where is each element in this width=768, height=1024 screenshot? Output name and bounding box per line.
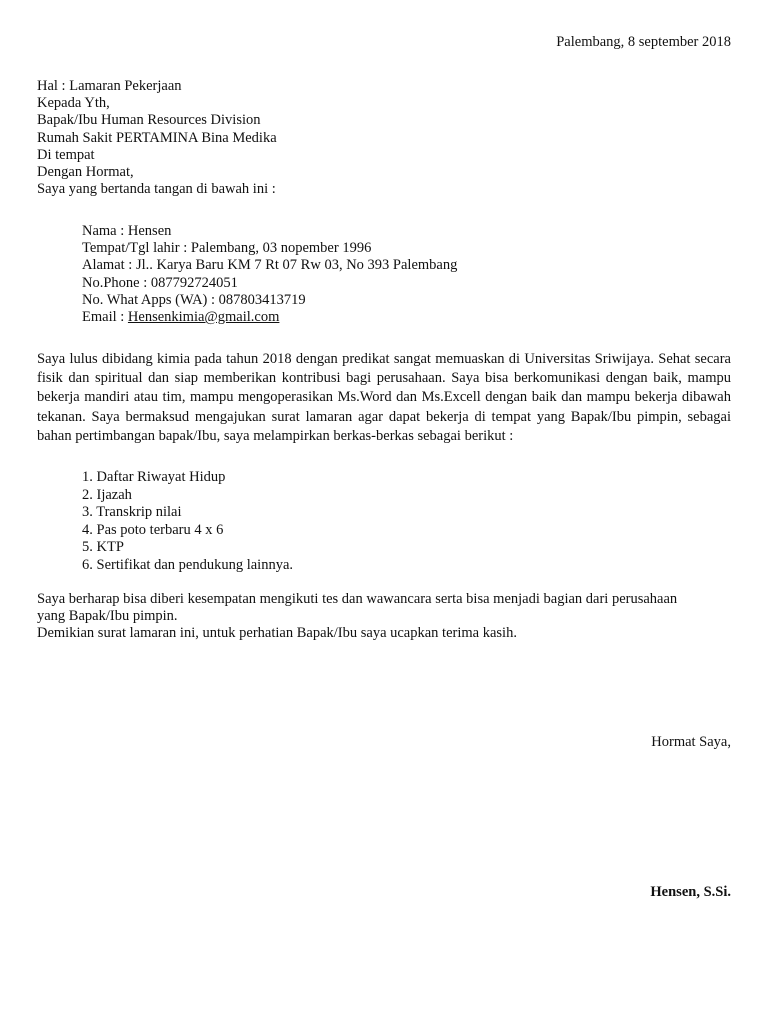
attachment-item: 3. Transkrip nilai [82, 504, 182, 521]
identity-whatsapp: No. What Apps (WA) : 087803413719 [82, 291, 306, 308]
letter-date: Palembang, 8 september 2018 [556, 34, 731, 50]
letter-header [37, 78, 277, 198]
identity-name: Nama : Hensen [82, 223, 172, 239]
closing-line: Saya berharap bisa diberi kesempatan mengikuti tes dan wawancara serta bisa menjadi bagian dari perusahaan [37, 591, 678, 607]
attachment-list [82, 469, 293, 575]
applicant-identity [82, 223, 457, 326]
identity-phone: No.Phone : 087792724051 [82, 274, 238, 291]
recipient-location: Di tempat [37, 146, 95, 163]
salutation-to: Kepada Yth, [37, 95, 110, 112]
attachment-item: 4. Pas poto terbaru 4 x 6 [82, 521, 224, 538]
greeting: Dengan Hormat, [37, 164, 134, 181]
identity-address: Alamat : Jl.. Karya Baru KM 7 Rt 07 Rw 03, No 393 Palembang [82, 257, 458, 274]
attachment-item: 2. Ijazah [82, 486, 132, 503]
identity-birth: Tempat/Tgl lahir : Palembang, 03 nopember 1996 [82, 240, 372, 257]
attachment-item: 1. Daftar Riwayat Hidup [82, 469, 226, 485]
attachment-item: 6. Sertifikat dan pendukung lainnya. [82, 556, 294, 573]
closing-line: yang Bapak/Ibu pimpin. [37, 608, 178, 625]
body-paragraph: Saya lulus dibidang kimia pada tahun 2018 dengan predikat sangat memuaskan di Universitas Sriwijaya. Sehat secara fisik dan spiritual dan siap memberikan kontribusi bagi perusahaan. Saya bisa berkomunikasi dengan baik, mampu bekerja mandiri atau tim, mampu mengoperasikan Ms.Word dan Ms.Excell dengan baik dan mampu bekerja dibawah tekanan. Saya bermaksud mengajukan surat lamaran agar dapat bekerja di tempat yang Bapak/Ibu pimpin, sebagai bahan pertimbangan bapak/Ibu, saya melampirkan berkas-berkas sebagai berikut : [37, 351, 731, 444]
attachment-item: 5. KTP [82, 539, 124, 556]
intro-line: Saya yang bertanda tangan di bawah ini : [37, 181, 276, 198]
identity-email-label: Email : [82, 309, 128, 326]
recipient-division: Bapak/Ibu Human Resources Division [37, 112, 261, 129]
subject-line: Hal : Lamaran Pekerjaan [37, 78, 182, 94]
closing-line: Demikian surat lamaran ini, untuk perhatian Bapak/Ibu saya ucapkan terima kasih. [37, 625, 517, 642]
recipient-organization: Rumah Sakit PERTAMINA Bina Medika [37, 129, 277, 146]
identity-email-link[interactable]: Hensenkimia@gmail.com [127, 309, 280, 326]
signature-name: Hensen, S.Si. [650, 884, 731, 900]
closing-paragraph [37, 591, 731, 643]
regards: Hormat Saya, [651, 734, 731, 750]
identity-email-row [82, 309, 457, 326]
